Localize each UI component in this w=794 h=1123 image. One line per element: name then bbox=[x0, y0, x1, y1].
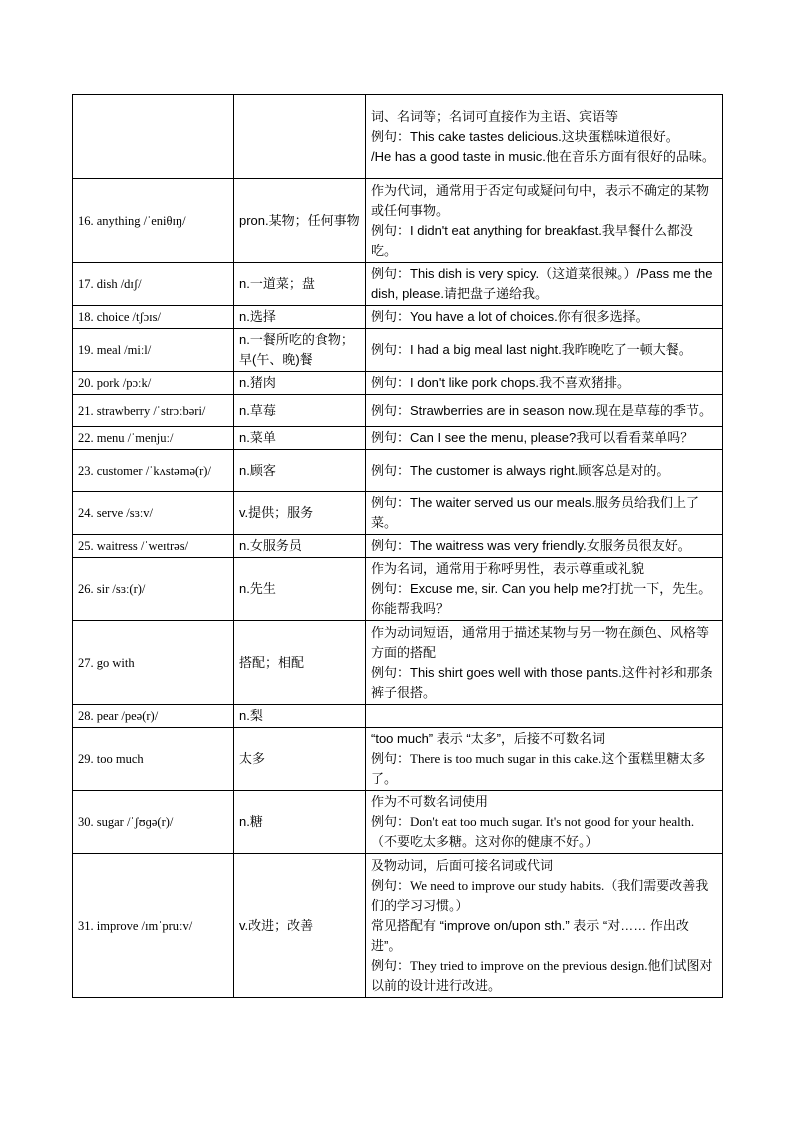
meaning-cell: n.一道菜；盘 bbox=[234, 263, 366, 306]
meaning-cell: v.提供；服务 bbox=[234, 492, 366, 535]
usage-notes-cell bbox=[366, 492, 723, 535]
table-row bbox=[73, 535, 723, 558]
word-cell: 17. dish /dɪʃ/ bbox=[73, 263, 234, 306]
usage-notes-cell bbox=[366, 395, 723, 427]
usage-note-line: 词、名词等；名词可直接作为主语、宾语等 bbox=[371, 108, 619, 124]
usage-note-line: “too much” 表示 “太多”，后接不可数名词 bbox=[371, 731, 606, 746]
word-cell: 20. pork /pɔːk/ bbox=[73, 372, 234, 395]
usage-note-line: 及物动词，后面可接名词或代词 bbox=[371, 857, 554, 873]
usage-note-line: 例句：Can I see the menu, please?我可以看看菜单吗？ bbox=[371, 430, 694, 445]
usage-notes-cell bbox=[366, 372, 723, 395]
usage-notes-cell bbox=[366, 705, 723, 728]
word-cell bbox=[73, 95, 234, 179]
usage-note-line: 例句：I had a big meal last night.我昨晚吃了一顿大餐。 bbox=[371, 342, 692, 357]
usage-notes-cell bbox=[366, 854, 723, 998]
table-row bbox=[73, 621, 723, 705]
table-row bbox=[73, 728, 723, 791]
table-row bbox=[73, 95, 723, 179]
meaning-cell: n.梨 bbox=[234, 705, 366, 728]
table-row bbox=[73, 705, 723, 728]
meaning-cell: n.顾客 bbox=[234, 450, 366, 492]
table-row bbox=[73, 854, 723, 998]
usage-note-line: 例句：I don't like pork chops.我不喜欢猪排。 bbox=[371, 375, 630, 390]
usage-notes-cell bbox=[366, 535, 723, 558]
table-row bbox=[73, 263, 723, 306]
usage-notes-cell bbox=[366, 450, 723, 492]
usage-note-line: 作为名词，通常用于称呼男性，表示尊重或礼貌 bbox=[371, 561, 645, 576]
meaning-cell: n.菜单 bbox=[234, 427, 366, 450]
meaning-cell: pron.某物；任何事物 bbox=[234, 179, 366, 263]
usage-note-line: 例句：This cake tastes delicious.这块蛋糕味道很好。 bbox=[371, 128, 679, 144]
table-row bbox=[73, 427, 723, 450]
word-cell: 23. customer /ˈkʌstəmə(r)/ bbox=[73, 450, 234, 492]
word-cell: 29. too much bbox=[73, 728, 234, 791]
meaning-cell: n.一餐所吃的食物；早(午、晚)餐 bbox=[234, 329, 366, 372]
usage-note-line: 常见搭配有 “improve on/upon sth.” 表示 “对…… 作出改进”。 bbox=[371, 917, 689, 953]
usage-note-line: 作为不可数名词使用 bbox=[371, 794, 489, 809]
usage-note-line: /He has a good taste in music.他在音乐方面有很好的品味。 bbox=[371, 148, 715, 164]
meaning-cell: 太多 bbox=[234, 728, 366, 791]
table-row bbox=[73, 329, 723, 372]
usage-notes-cell bbox=[366, 621, 723, 705]
usage-note-line: 作为动词短语，通常用于描述某物与另一物在颜色、风格等方面的搭配 bbox=[371, 624, 710, 660]
usage-note-line: 例句：Don't eat too much sugar. It's not good for your health.（不要吃太多糖。这对你的健康不好。） bbox=[371, 814, 695, 849]
usage-note-line: 例句：The waiter served us our meals.服务员给我们上了菜。 bbox=[371, 495, 699, 530]
meaning-cell bbox=[234, 95, 366, 179]
meaning-cell: v.改进；改善 bbox=[234, 854, 366, 998]
usage-note-line: 例句：You have a lot of choices.你有很多选择。 bbox=[371, 309, 649, 324]
usage-notes-cell bbox=[366, 728, 723, 791]
usage-note-line: 例句：Excuse me, sir. Can you help me?打扰一下，先生。你能帮我吗？ bbox=[371, 581, 712, 616]
table-row bbox=[73, 492, 723, 535]
word-cell: 28. pear /peə(r)/ bbox=[73, 705, 234, 728]
table-row bbox=[73, 179, 723, 263]
meaning-cell: n.女服务员 bbox=[234, 535, 366, 558]
usage-note-line: 例句：I didn't eat anything for breakfast.我早餐什么都没吃。 bbox=[371, 222, 693, 258]
table-row bbox=[73, 395, 723, 427]
usage-note-line: 例句：The waitress was very friendly.女服务员很友好。 bbox=[371, 538, 691, 553]
usage-notes-cell bbox=[366, 95, 723, 179]
vocabulary-table bbox=[72, 94, 723, 998]
word-cell: 19. meal /miːl/ bbox=[73, 329, 234, 372]
usage-note-line: 例句：This shirt goes well with those pants.这件衬衫和那条裤子很搭。 bbox=[371, 664, 713, 700]
usage-note-line: 作为代词，通常用于否定句或疑问句中，表示不确定的某物或任何事物。 bbox=[371, 182, 710, 218]
usage-note-line: 例句：They tried to improve on the previous design.他们试图对以前的设计进行改进。 bbox=[371, 957, 713, 993]
usage-note-line: 例句：We need to improve our study habits.（我们需要改善我们的学习习惯。） bbox=[371, 877, 709, 913]
usage-note-line: 例句：The customer is always right.顾客总是对的。 bbox=[371, 462, 670, 478]
table-row bbox=[73, 372, 723, 395]
table-row bbox=[73, 450, 723, 492]
word-cell: 30. sugar /ˈʃʊɡə(r)/ bbox=[73, 791, 234, 854]
word-cell: 24. serve /sɜːv/ bbox=[73, 492, 234, 535]
usage-notes-cell bbox=[366, 329, 723, 372]
usage-notes-cell bbox=[366, 263, 723, 306]
usage-note-line: 例句：Strawberries are in season now.现在是草莓的季节。 bbox=[371, 402, 712, 418]
meaning-cell: 搭配；相配 bbox=[234, 621, 366, 705]
meaning-cell: n.猪肉 bbox=[234, 372, 366, 395]
table-row bbox=[73, 558, 723, 621]
word-cell: 27. go with bbox=[73, 621, 234, 705]
word-cell: 26. sir /sɜː(r)/ bbox=[73, 558, 234, 621]
meaning-cell: n.草莓 bbox=[234, 395, 366, 427]
word-cell: 16. anything /ˈeniθɪŋ/ bbox=[73, 179, 234, 263]
word-cell: 31. improve /ɪmˈpruːv/ bbox=[73, 854, 234, 998]
word-cell: 21. strawberry /ˈstrɔːbəri/ bbox=[73, 395, 234, 427]
meaning-cell: n.选择 bbox=[234, 306, 366, 329]
word-cell: 22. menu /ˈmenjuː/ bbox=[73, 427, 234, 450]
table-row bbox=[73, 306, 723, 329]
usage-notes-cell bbox=[366, 558, 723, 621]
usage-notes-cell bbox=[366, 791, 723, 854]
usage-notes-cell bbox=[366, 306, 723, 329]
usage-note-line: 例句：This dish is very spicy.（这道菜很辣。）/Pass me the dish, please.请把盘子递给我。 bbox=[371, 266, 713, 301]
table-body bbox=[73, 95, 723, 998]
usage-note-line: 例句：There is too much sugar in this cake.这个蛋糕里糖太多了。 bbox=[371, 751, 706, 786]
meaning-cell: n.糖 bbox=[234, 791, 366, 854]
word-cell: 25. waitress /ˈweɪtrəs/ bbox=[73, 535, 234, 558]
table-row bbox=[73, 791, 723, 854]
usage-notes-cell bbox=[366, 179, 723, 263]
meaning-cell: n.先生 bbox=[234, 558, 366, 621]
word-cell: 18. choice /tʃɔɪs/ bbox=[73, 306, 234, 329]
usage-notes-cell bbox=[366, 427, 723, 450]
